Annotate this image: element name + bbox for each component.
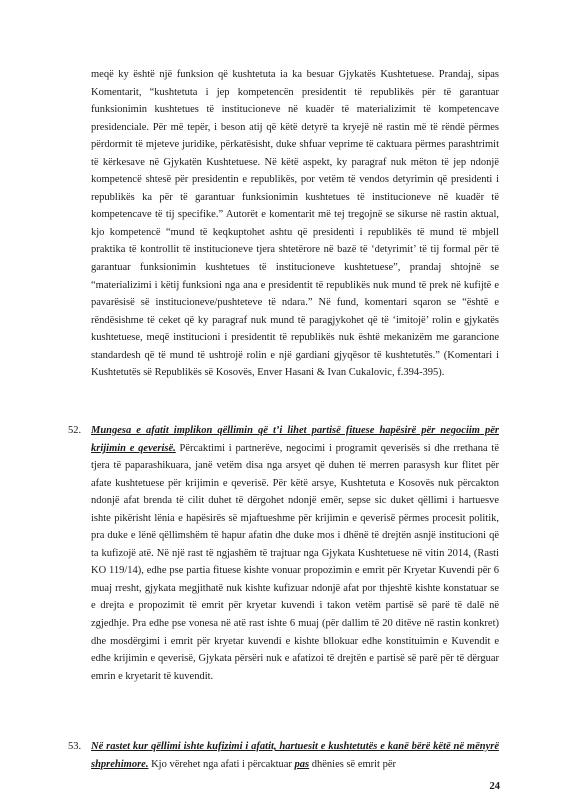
paragraph-heading: Në rastet kur qëllimi ishte kufizimi i afatit, hartuesit e kushtetutës e kanë bërë këtë në mënyrë shprehimore. — [91, 741, 499, 770]
paragraph-body-start: Kjo vërehet nga afati i përcaktuar — [148, 758, 295, 770]
paragraph-body-end: dhënies së emrit për — [309, 758, 397, 770]
paragraph-body: Përcaktimi i partnerëve, negocimi i programit qeverisës si dhe rrethana të tjera të paparashikuara, janë vetëm disa nga arsyet që duhen të merren parasysh kur flitet për afate kushtetuese për krijimin e qeverisë. Për këtë arsye, Kushtetuta e Kosovës nuk përcakton ndonjë afat brenda të cilit duhet të dërgohet ndonjë emër, sepse sic duket qëllimi i hartuesve ishte pikërisht lënia e hapësirës së mjaftueshme për krijimin e qeverisë përmes procesit politik, pra duke e lënë qëllimshëm të hapur afatin dhe duke mos i dhënë të drejtën asnjë institucioni që ta kufizojë atë. Në një rast të ngjashëm të trajtuar nga Gjykata Kushtetuese në vitin 2014, (Rasti KO 119/14), edhe pse partia fituese kishte vonuar propozimin e emrit për Kryetar Kuvendi për 6 muaj rresht, gjykata megjithatë nuk kishte kufizuar ndonjë afat por thjeshtë kishte konstatuar se e drejta e propozimit të emrit për kryetar kuvendi i takon vetëm partisë së parë të dalë në zgjedhje. Pra edhe pse vonesa në atë rast ishte 6 muaj (për dallim të 20 ditëve në rastin konkret) dhe mosdërgimi i emrit për kryetar kuvendi e kishte bllokuar edhe konstituimin e Kuvendit e edhe krijimin e qeverisë, Gjykata përsëri nuk e afatizoi të drejtën e partisë së parë për të dërguar emrin e kryetarit të kuvendit. — [91, 442, 499, 682]
paragraph-number: 53. — [68, 741, 82, 752]
paragraph-number: 52. — [68, 425, 82, 436]
emphasized-word: pas — [294, 758, 310, 770]
page-number: 24 — [489, 781, 500, 792]
paragraph-heading: Mungesa e afatit implikon qëllimin që t’i lihet partisë fituese hapësirë për negociim për krijimin e qeverisë. — [91, 425, 499, 454]
numbered-paragraph-52 — [68, 422, 499, 685]
commentary-quote-paragraph: meqë ky është një funksion që kushtetuta ia ka besuar Gjykatës Kushtetuese. Prandaj, sipas Komentarit, “kushtetuta i jep kompetencën presidentit të republikës për të garantuar funksionimin kushtetues të institucioneve në kuadër të materializimit të kompetencave presidenciale. Për më tepër, i beson atij që këtë detyrë ta kryejë në rastin më të rëndë përmes përdormit të mjeteve juridike, përkatësisht, duke shfuar veprime të caktuara përmes parashtrimit të kërkesave në Gjykatën Kushtetuese. Në këtë aspekt, ky paragraf nuk mëton të jep ndonjë kompetencë shtesë për presidentin e republikës, por vetëm të vendos detyrimin që presidenti i republikës ka për të garantuar funksionimin kushtetues të institucioneve në kuadër të kompetencave të tij specifike.” Autorët e komentarit më tej tregojnë se sikurse në rastin aktual, kjo kompetencë “mund të keqkuptohet ashtu që presidenti i republikës të mund të mbjell praktika të kontrollit të institucioneve tjera shtetërore në bazë të ‘detyrimit’ të tij formal për të garantuar funksionimin kushtetues të institucioneve kushtetuese”, prandaj shtojnë se “materializimi i këtij funksioni nga ana e presidentit të republikës nuk mund të prek në kufijtë e pavarësisë së institucioneve/pushteteve të ndara.” Në fund, komentari sqaron se “është e rëndësishme të ceket që ky paragraf nuk mund të paragjykohet që të ‘imitojë’ rolin e gjykatës kushtetuese, meqë institucioni i presidentit të republikës nuk është mekanizëm me garancione standardesh që të mund të ushtrojë rolin e një gardiani gjyqësor të kushtetutës.” (Komentari i Kushtetutës së Republikës së Kosovës, Enver Hasani & Ivan Cukalovic, f.394-395). — [91, 69, 499, 379]
numbered-paragraph-53 — [68, 738, 499, 773]
